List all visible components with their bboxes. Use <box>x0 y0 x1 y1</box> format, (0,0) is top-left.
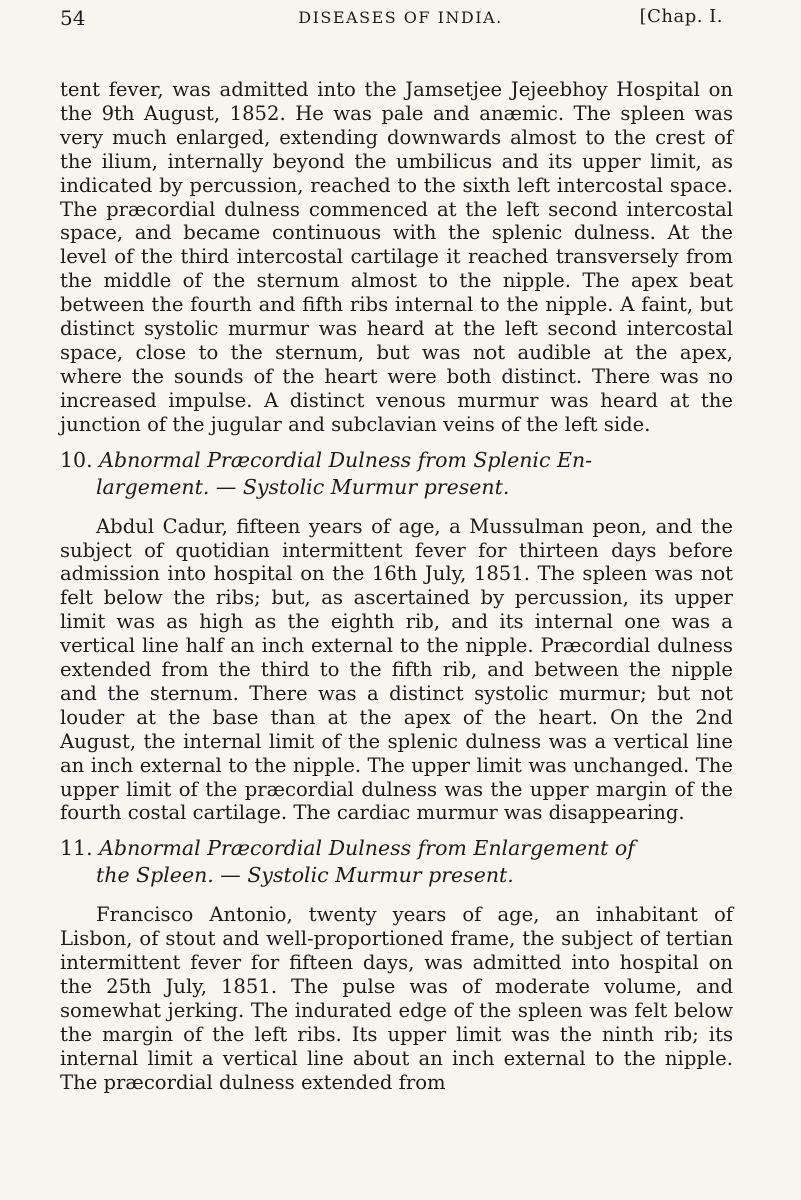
paragraph-case-10: Abdul Cadur, fifteen years of age, a Mussulman peon, and the subject of quotidian intermittent fever for thirteen days before admission into hospital on the 16th July, 1851. The spleen was not felt below the ribs; but, as ascertained by percussion, its upper limit was as high as the eighth rib, and its internal one was a vertical line half an inch external to the nipple. Præcordial dulness extended from the third to the fifth rib, and between the nipple and the sternum. There was a distinct systolic murmur; but not louder at the base than at the apex of the heart. On the 2nd August, the internal limit of the splenic dulness was a vertical line an inch external to the nipple. The upper limit was unchanged. The upper limit of the præcordial dulness was the upper margin of the fourth costal cartilage. The cardiac murmur was disappearing. <box>60 514 733 825</box>
running-head: DISEASES OF INDIA. <box>298 8 503 27</box>
case-number: 10. <box>60 447 93 472</box>
paragraph-continued: tent fever, was admitted into the Jamsetjee Jejeebhoy Hospital on the 9th August, 1852. He was pale and anæmic. The spleen was very much enlarged, extending downwards almost to the crest of the ilium, internally beyond the umbilicus and its upper limit, as indicated by percussion, reached to the sixth left intercostal space. The præcordial dulness commenced at the left second intercostal space, and became continuous with the splenic dulness. At the level of the third intercostal cartilage it reached transversely from the middle of the sternum almost to the nipple. The apex beat between the fourth and fifth ribs internal to the nipple. A faint, but distinct systolic murmur was heard at the left second intercostal space, close to the sternum, but was not audible at the apex, where the sounds of the heart were both distinct. There was no increased impulse. A distinct venous murmur was heard at the junction of the jugular and subclavian veins of the left side. <box>60 78 733 436</box>
chapter-reference: [Chap. I. <box>639 6 723 27</box>
case-subtitle: largement. — Systolic Murmur present. <box>96 474 510 499</box>
page-number: 54 <box>60 6 86 30</box>
case-heading-11 <box>60 835 733 889</box>
page-header <box>0 0 801 40</box>
case-subtitle: the Spleen. — Systolic Murmur present. <box>96 863 514 888</box>
page-body <box>60 78 733 1095</box>
case-number: 11. <box>60 836 93 861</box>
paragraph-case-11: Francisco Antonio, twenty years of age, an inhabitant of Lisbon, of stout and well-proportioned frame, the subject of tertian intermittent fever for fifteen days, was admitted into hospital on the 25th July, 1851. The pulse was of moderate volume, and somewhat jerking. The indurated edge of the spleen was felt below the margin of the left ribs. Its upper limit was the ninth rib; its internal limit a vertical line about an inch external to the nipple. The præcordial dulness extended from <box>60 903 733 1094</box>
case-title: Abnormal Præcordial Dulness from Enlargement of <box>99 836 635 861</box>
case-heading-10 <box>60 447 733 501</box>
case-title: Abnormal Præcordial Dulness from Splenic En- <box>99 447 593 472</box>
